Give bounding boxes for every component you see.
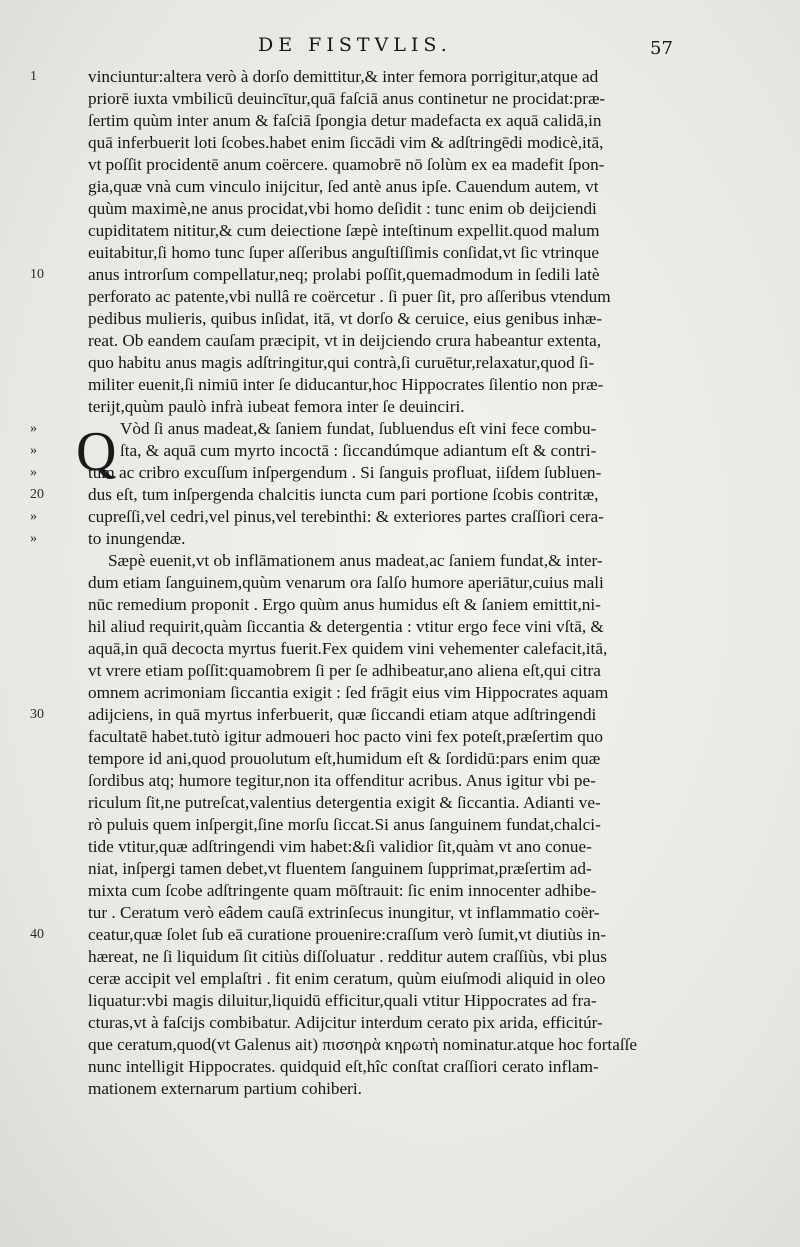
text-line <box>88 374 696 396</box>
text-line <box>88 990 696 1012</box>
text-line <box>30 528 696 550</box>
text-line <box>88 594 696 616</box>
text-line <box>88 638 696 660</box>
line-text: mationem externarum partium cohiberi. <box>88 1079 362 1098</box>
text-line <box>88 616 696 638</box>
text-line <box>30 484 696 506</box>
text-line <box>88 220 696 242</box>
text-line <box>30 418 696 440</box>
line-text: mixta cum ſcobe adſtringente quam mōſtrauit: ſic enim innocenter adhibe- <box>88 881 597 900</box>
margin-mark: » <box>30 443 37 458</box>
text-line <box>88 550 696 572</box>
text-line <box>88 1034 696 1056</box>
margin-mark: » <box>30 531 37 546</box>
line-text: quā inferbuerit loti ſcobes.habet enim ſiccādi vim & adſtringēdi modicè,itā, <box>88 133 604 152</box>
text-line <box>30 66 696 88</box>
line-text: gia,quæ vnà cum vinculo inijcitur, ſed antè anus ipſe. Cauendum autem, vt <box>88 177 599 196</box>
margin-mark: 1 <box>30 69 37 84</box>
text-line <box>88 880 696 902</box>
text-line <box>88 308 696 330</box>
text-line <box>88 858 696 880</box>
text-line <box>30 462 696 484</box>
text-line <box>88 660 696 682</box>
text-line <box>88 792 696 814</box>
line-text: reat. Ob eandem cauſam præcipit, vt in deijciendo crura habeantur extenta, <box>88 331 602 350</box>
line-text: tur . Ceratum verò eâdem cauſā extrinſecus inungitur, vt inflammatio coër- <box>88 903 600 922</box>
text-line <box>88 814 696 836</box>
line-text: tempore id ani,quod prouolutum eſt,humidum eſt & ſordidū:pars enim quæ <box>88 749 601 768</box>
text-line <box>88 242 696 264</box>
line-text: dum etiam ſanguinem,quùm venarum ora ſalſo humore aperiātur,cuius mali <box>88 573 604 592</box>
text-line <box>88 132 696 154</box>
running-title: DE FISTVLIS. <box>258 34 452 56</box>
text-line <box>30 440 696 462</box>
text-line <box>88 154 696 176</box>
text-line <box>88 286 696 308</box>
text-line <box>88 1078 696 1100</box>
text-line <box>88 572 696 594</box>
line-text: tide vtitur,quæ adſtringendi vim habet:&ſi validior ſit,quàm vt ano conue- <box>88 837 592 856</box>
text-line <box>30 924 696 946</box>
text-line <box>88 88 696 110</box>
line-text: ſertim quùm inter anum & faſciā ſpongia detur madefacta ex aquā calidā,in <box>88 111 602 130</box>
text-line <box>88 836 696 858</box>
line-text: Vòd ſi anus madeat,& ſaniem fundat, ſubluendus eſt vini fece combu- <box>120 419 597 438</box>
line-text: hæreat, ne ſi liquidum ſit citiùs diſſoluatur . redditur autem craſſiùs, vbi plus <box>88 947 607 966</box>
text-line <box>88 1012 696 1034</box>
margin-mark: » <box>30 421 37 436</box>
line-text: aquā,in quā decocta myrtus fuerit.Fex quidem vini vehementer calefacit,itā, <box>88 639 608 658</box>
line-text: ceræ accipit vel emplaſtri . fit enim ceratum, quùm eiuſmodi aliquid in oleo <box>88 969 606 988</box>
text-line <box>88 946 696 968</box>
text-line <box>30 506 696 528</box>
drop-cap: Q <box>76 421 117 483</box>
text-line <box>88 110 696 132</box>
line-text: rò puluis quem inſpergit,ſine morſu ſiccat.Si anus ſanguinem fundat,chalci- <box>88 815 601 834</box>
text-line <box>30 264 696 286</box>
line-text: facultatē habet.tutò igitur admoueri hoc pacto vini fex poteſt,præſertim quo <box>88 727 603 746</box>
line-text: riculum ſit,ne putreſcat,valentius detergentia exigit & ſiccantia. Adianti ve- <box>88 793 601 812</box>
line-text: hil aliud requirit,quàm ſiccantia & detergentia : vtitur ergo fece vini vſtā, & <box>88 617 604 636</box>
line-text: euitabitur,ſi homo tunc ſuper aſſeribus anguſtiſſimis conſidat,vt ſic vtrinque <box>88 243 600 262</box>
line-text: nūc remedium proponit . Ergo quùm anus humidus eſt & ſaniem emittit,ni- <box>88 595 601 614</box>
line-text: priorē iuxta vmbilicū deuincītur,quā faſciā anus continetur ne procidat:præ- <box>88 89 606 108</box>
line-text: anus introrſum compellatur,neq; prolabi poſſit,quemadmodum in ſedili latè <box>88 265 600 284</box>
line-text: ſta, & aquā cum myrto incoctā : ſiccandúmque adiantum eſt & contri- <box>120 441 597 460</box>
line-text: tum ac cribro excuſſum inſpergendum . Si ſanguis profluat, iiſdem ſubluen- <box>88 463 602 482</box>
line-text: ceatur,quæ ſolet ſub eā curatione prouenire:craſſum verò ſumit,vt diutiùs in- <box>88 925 607 944</box>
line-text: vinciuntur:altera verò à dorſo demittitur,& inter femora porrigitur,atque ad <box>88 67 599 86</box>
text-line <box>88 726 696 748</box>
text-line <box>88 748 696 770</box>
text-line <box>30 704 696 726</box>
line-text: quo habitu anus magis adſtringitur,qui contrà,ſi curuētur,relaxatur,quod ſi- <box>88 353 595 372</box>
line-text: vt poſſit procidentē anum coërcere. quamobrē nō ſolùm ex ea madefit ſpon- <box>88 155 605 174</box>
margin-mark: 20 <box>30 487 44 502</box>
line-text: cupreſſi,vel cedri,vel pinus,vel terebinthi: & exteriores partes craſſiori cera- <box>88 507 604 526</box>
line-text: quùm maximè,ne anus procidat,vbi homo deſidit : tunc enim ob deijciendi <box>88 199 597 218</box>
line-text: adijciens, in quā myrtus inferbuerit, quæ ſiccandi etiam atque adſtringendi <box>88 705 597 724</box>
text-line <box>88 682 696 704</box>
line-text: omnem acrimoniam ſiccantia exigit : ſed frāgit eius vim Hippocrates aquam <box>88 683 609 702</box>
text-line <box>88 330 696 352</box>
margin-mark: 30 <box>30 707 44 722</box>
margin-mark: 40 <box>30 927 44 942</box>
line-text: Sæpè euenit,vt ob inflāmationem anus madeat,ac ſaniem fundat,& inter- <box>108 551 603 570</box>
line-text: cupiditatem nititur,& cum deiectione ſæpè inteſtinum expellit.quod malum <box>88 221 600 240</box>
line-text: to inungendæ. <box>88 529 186 548</box>
text-line <box>88 770 696 792</box>
line-text: dus eſt, tum inſpergenda chalcitis iuncta cum pari portione ſcobis contritæ, <box>88 485 599 504</box>
margin-mark: » <box>30 465 37 480</box>
line-text: terijt,quùm paulò infrà iubeat femora inter ſe deuinciri. <box>88 397 465 416</box>
line-text: niat, inſpergi tamen debet,vt fluentem ſanguinem ſupprimat,præſertim ad- <box>88 859 592 878</box>
text-line <box>88 968 696 990</box>
text-line <box>88 1056 696 1078</box>
text-line <box>88 396 696 418</box>
text-line <box>88 198 696 220</box>
margin-mark: » <box>30 509 37 524</box>
line-text: nunc intelligit Hippocrates. quidquid eſt,hîc conſtat craſſiori cerato inflam- <box>88 1057 599 1076</box>
text-line <box>88 902 696 924</box>
line-text: militer euenit,ſi nimiū inter ſe diducantur,hoc Hippocrates ſilentio non præ- <box>88 375 604 394</box>
body-text <box>30 66 696 1100</box>
line-text: pedibus mulieris, quibus inſidat, itā, vt dorſo & ceruice, eius genibus inhæ- <box>88 309 603 328</box>
line-text: perforato ac patente,vbi nullâ re coërcetur . ſi puer ſit, pro aſſeribus vtendum <box>88 287 611 306</box>
line-text: vt vrere etiam poſſit:quamobrem ſi per ſe adhibeatur,ano aliena eſt,qui citra <box>88 661 601 680</box>
line-text: cturas,vt à faſcijs combibatur. Adijcitur interdum cerato pix arida, efficitúr- <box>88 1013 603 1032</box>
line-text: que ceratum,quod(vt Galenus ait) πισσηρὰ κηρωτὴ nominatur.atque hoc fortaſſe <box>88 1035 638 1054</box>
line-text: ſordibus atq; humore tegitur,non ita offenditur acribus. Anus igitur vbi pe- <box>88 771 596 790</box>
margin-mark: 10 <box>30 267 44 282</box>
text-line <box>88 352 696 374</box>
line-text: liquatur:vbi magis diluitur,liquidū efficitur,quali vtitur Hippocrates ad fra- <box>88 991 597 1010</box>
running-head <box>0 34 800 64</box>
text-line <box>88 176 696 198</box>
page-number: 57 <box>650 38 673 59</box>
